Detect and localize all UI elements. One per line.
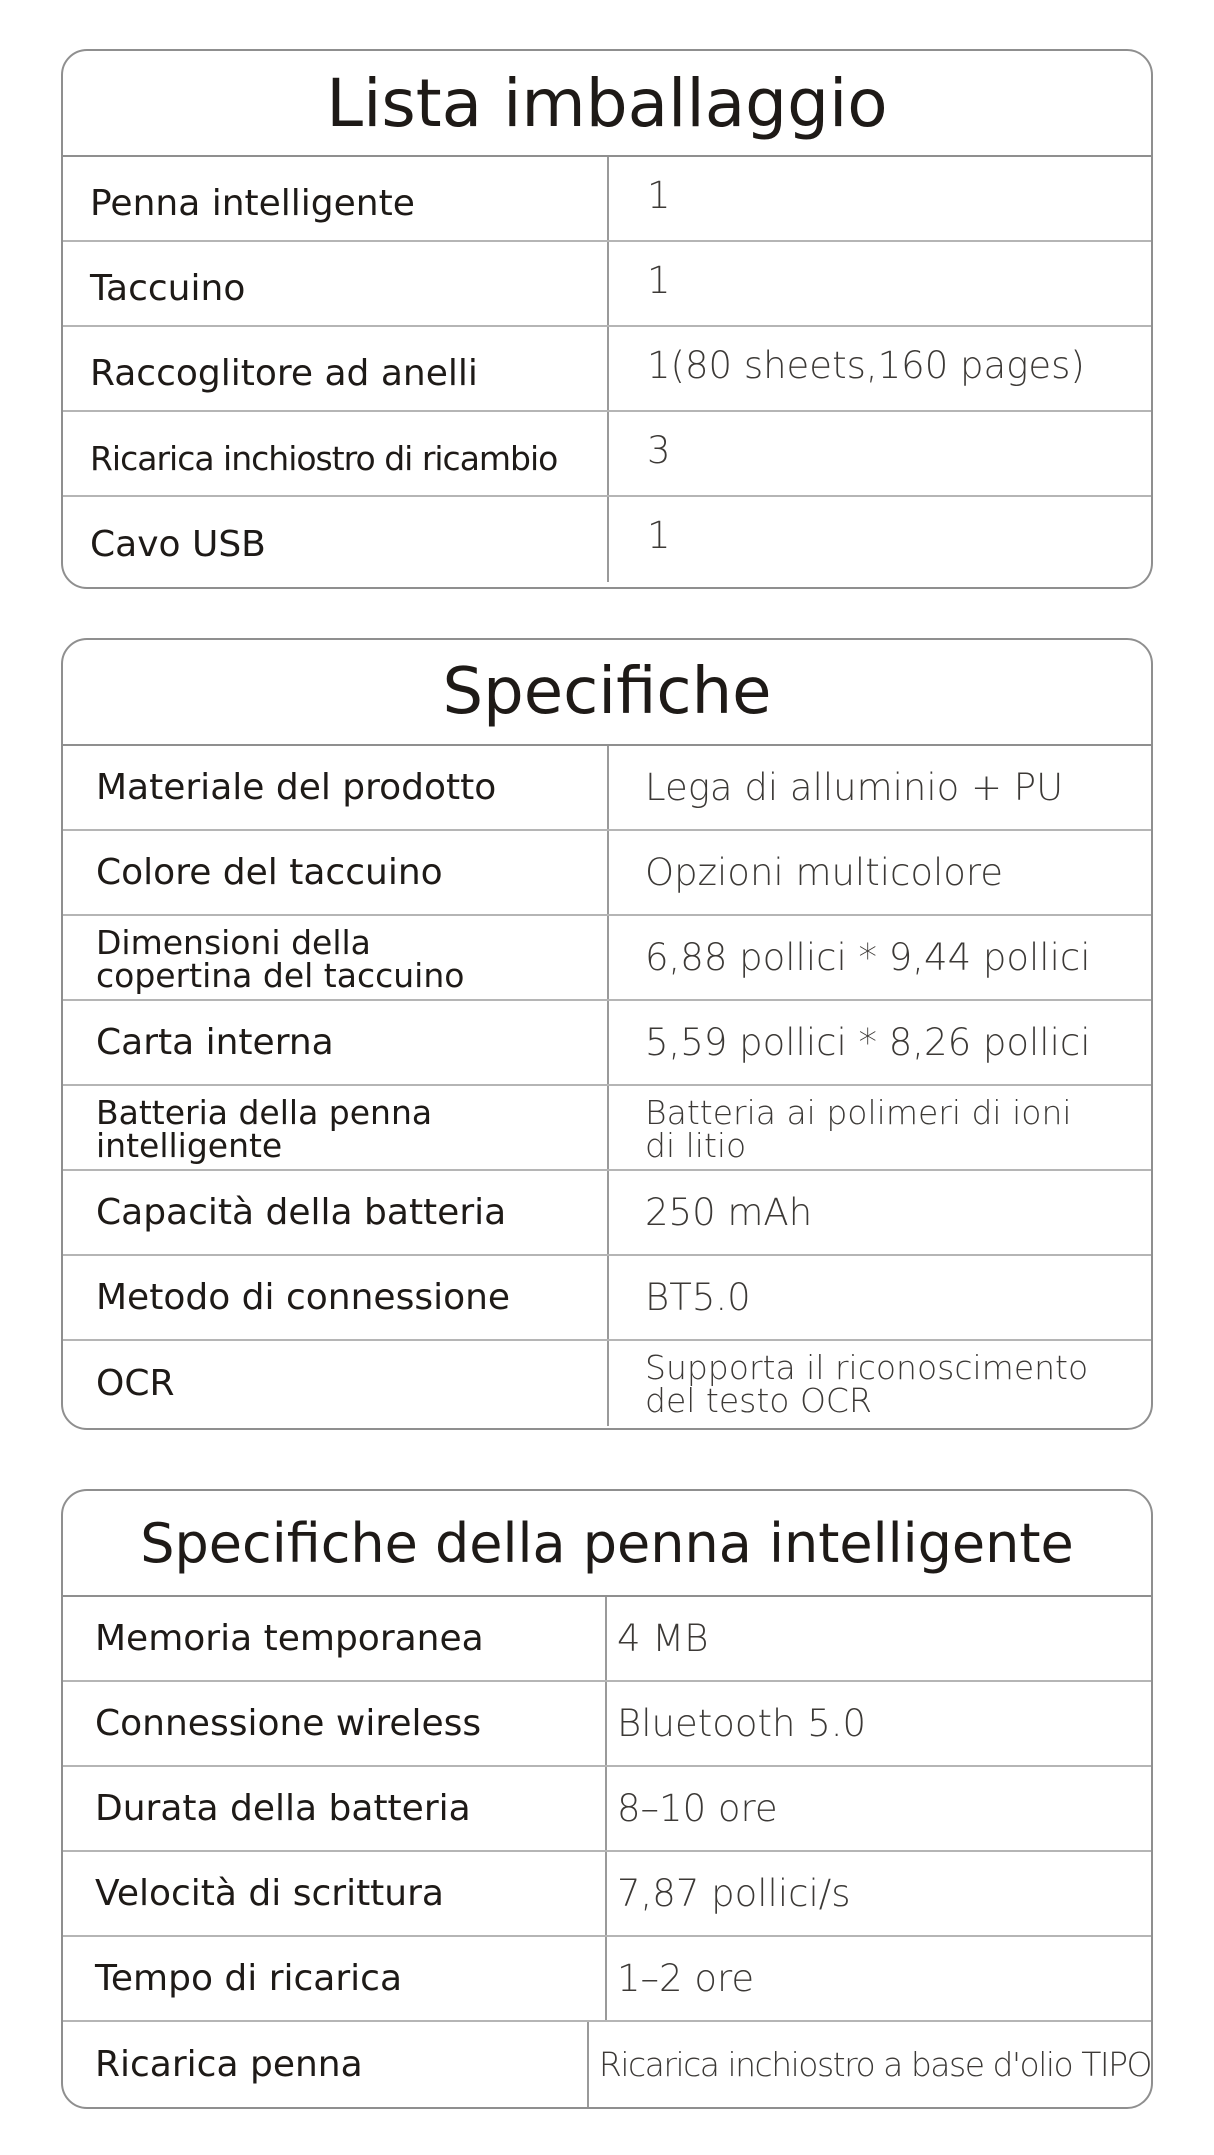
row-label: Dimensioni della copertina del taccuino — [63, 916, 609, 999]
table-row — [63, 1001, 1151, 1086]
table-row — [63, 1852, 1151, 1937]
specifications-title: Specifiche — [63, 640, 1151, 746]
row-label: Taccuino — [63, 242, 609, 325]
row-label: Batteria della penna intelligente — [63, 1086, 609, 1169]
table-row — [63, 1682, 1151, 1767]
row-value: 1(80 sheets,160 pages) — [647, 344, 1085, 387]
row-label: OCR — [63, 1341, 609, 1426]
table-row — [63, 1171, 1151, 1256]
row-value: BT5.0 — [645, 1276, 751, 1319]
table-row — [63, 746, 1151, 831]
row-value: 6,88 pollici * 9,44 pollici — [645, 936, 1091, 979]
table-row — [63, 831, 1151, 916]
table-row — [63, 1767, 1151, 1852]
row-label: Ricarica inchiostro di ricambio — [63, 412, 609, 495]
row-value: 1 — [647, 259, 671, 302]
row-value: 1–2 ore — [617, 1957, 755, 2000]
table-row — [63, 157, 1151, 242]
row-label: Materiale del prodotto — [63, 746, 609, 829]
row-label: Connessione wireless — [63, 1682, 607, 1765]
packing-list-title: Lista imballaggio — [63, 51, 1151, 157]
row-value: Opzioni multicolore — [645, 851, 1004, 894]
packing-list-table — [61, 49, 1153, 589]
row-value: 250 mAh — [645, 1191, 813, 1234]
table-row — [63, 327, 1151, 412]
row-value: Supporta il riconoscimento del testo OCR — [645, 1348, 1089, 1420]
row-value: 7,87 pollici/s — [617, 1872, 851, 1915]
row-label: Ricarica penna — [63, 2022, 589, 2107]
row-value: 4 MB — [617, 1617, 709, 1660]
row-value: 1 — [647, 514, 671, 557]
row-value: Bluetooth 5.0 — [617, 1702, 867, 1745]
row-label: Carta interna — [63, 1001, 609, 1084]
table-row — [63, 412, 1151, 497]
row-label: Durata della batteria — [63, 1767, 607, 1850]
table-row — [63, 1937, 1151, 2022]
row-value: Lega di alluminio + PU — [645, 766, 1064, 809]
table-row — [63, 2022, 1151, 2107]
table-row — [63, 1597, 1151, 1682]
row-value: Ricarica inchiostro a base d'olio TIPO — [598, 2045, 1151, 2084]
row-value: 8–10 ore — [617, 1787, 778, 1830]
row-label: Capacità della batteria — [63, 1171, 609, 1254]
table-row — [63, 916, 1151, 1001]
row-label: Colore del taccuino — [63, 831, 609, 914]
row-value: 3 — [647, 429, 671, 472]
table-row — [63, 1341, 1151, 1426]
row-label: Cavo USB — [63, 497, 609, 582]
row-value: 1 — [647, 174, 671, 217]
table-row — [63, 242, 1151, 327]
row-label: Raccoglitore ad anelli — [63, 327, 609, 410]
pen-specifications-title: Specifiche della penna intelligente — [63, 1491, 1151, 1597]
specifications-table — [61, 638, 1153, 1430]
row-label: Penna intelligente — [63, 157, 609, 240]
row-value: 5,59 pollici * 8,26 pollici — [645, 1021, 1091, 1064]
pen-specifications-table — [61, 1489, 1153, 2109]
table-row — [63, 497, 1151, 582]
row-value: Batteria ai polimeri di ioni di litio — [645, 1093, 1072, 1165]
row-label: Metodo di connessione — [63, 1256, 609, 1339]
row-label: Velocità di scrittura — [63, 1852, 607, 1935]
row-label: Tempo di ricarica — [63, 1937, 607, 2020]
row-label: Memoria temporanea — [63, 1597, 607, 1680]
table-row — [63, 1086, 1151, 1171]
table-row — [63, 1256, 1151, 1341]
